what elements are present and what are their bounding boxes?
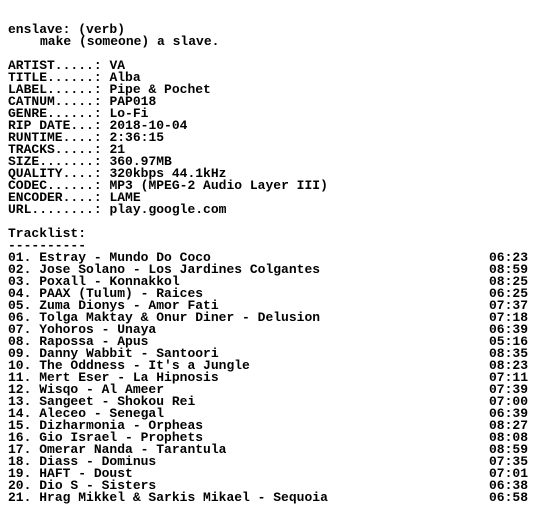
info-value: PAP018	[109, 94, 157, 109]
track-title: Gio Israel - Prophets	[39, 430, 204, 445]
track-number: 19.	[8, 466, 32, 481]
track-number: 17.	[8, 442, 32, 457]
track-number: 16.	[8, 430, 32, 445]
track-row	[8, 492, 528, 504]
info-key: QUALITY....:	[8, 166, 102, 181]
track-duration: 08:59	[488, 442, 528, 457]
track-number: 06.	[8, 310, 32, 325]
info-key: URL........:	[8, 202, 102, 217]
track-title: Tolga Maktay & Onur Diner - Delusion	[39, 310, 321, 325]
track-title: Omerar Nanda - Tarantula	[39, 442, 227, 457]
track-duration: 08:27	[488, 418, 528, 433]
info-value: MP3 (MPEG-2 Audio Layer III)	[109, 178, 328, 193]
tracklist-heading: Tracklist:	[8, 226, 87, 241]
tracklist	[8, 252, 528, 504]
definition-meaning: make (someone) a slave.	[40, 34, 220, 49]
track-number: 15.	[8, 418, 32, 433]
track-number: 13.	[8, 394, 32, 409]
track-duration: 06:23	[488, 250, 528, 265]
track-duration: 08:23	[488, 358, 528, 373]
track-number: 20.	[8, 478, 32, 493]
track-title: Mert Eser - La Hipnosis	[39, 370, 219, 385]
track-title: Poxall - Konnakkol	[39, 274, 180, 289]
track-number: 21.	[8, 490, 32, 505]
info-value: 2018-10-04	[109, 118, 188, 133]
track-title: Jose Solano - Los Jardines Colgantes	[39, 262, 321, 277]
track-number: 01.	[8, 250, 32, 265]
track-duration: 08:59	[488, 262, 528, 277]
track-title: Yohoros - Unaya	[39, 322, 157, 337]
info-key: ENCODER....:	[8, 190, 102, 205]
track-number: 14.	[8, 406, 32, 421]
info-value: VA	[109, 58, 126, 73]
track-duration: 07:39	[488, 382, 528, 397]
track-title: Dio S - Sisters	[39, 478, 157, 493]
track-title: Aleceo - Senegal	[39, 406, 165, 421]
track-number: 05.	[8, 298, 32, 313]
track-title: PAAX (Tulum) - Raices	[39, 286, 204, 301]
track-number: 11.	[8, 370, 32, 385]
track-number: 03.	[8, 274, 32, 289]
info-block	[8, 60, 528, 216]
spacer	[8, 216, 528, 228]
release-nfo-document	[8, 24, 528, 504]
info-value: 360.97MB	[109, 154, 172, 169]
track-title: Zuma Dionys - Amor Fati	[39, 298, 219, 313]
track-duration: 07:18	[488, 310, 528, 325]
track-number: 09.	[8, 346, 32, 361]
track-title: Diass - Dominus	[39, 454, 157, 469]
info-key: RIP DATE...:	[8, 118, 102, 133]
tracklist-underline: ----------	[8, 238, 87, 253]
track-duration: 06:38	[488, 478, 528, 493]
info-value: Alba	[109, 70, 141, 85]
track-title: Estray - Mundo Do Coco	[39, 250, 211, 265]
info-key: RUNTIME....:	[8, 130, 102, 145]
track-duration: 05:16	[488, 334, 528, 349]
info-value: Lo-Fi	[109, 106, 149, 121]
track-number: 10.	[8, 358, 32, 373]
track-duration: 07:11	[488, 370, 528, 385]
track-number: 02.	[8, 262, 32, 277]
track-duration: 08:25	[488, 274, 528, 289]
track-duration: 06:39	[488, 406, 528, 421]
track-title: Hrag Mikkel & Sarkis Mikael - Sequoia	[39, 490, 328, 505]
track-duration: 07:00	[488, 394, 528, 409]
info-value: 21	[109, 142, 126, 157]
info-key: GENRE......:	[8, 106, 102, 121]
track-number: 12.	[8, 382, 32, 397]
track-duration: 06:25	[488, 286, 528, 301]
track-number: 08.	[8, 334, 32, 349]
definition-word: enslave: (verb)	[8, 22, 126, 37]
info-value: play.google.com	[109, 202, 227, 217]
info-key: CATNUM.....:	[8, 94, 102, 109]
track-title: Wisqo - Al Ameer	[39, 382, 165, 397]
info-value: 320kbps 44.1kHz	[109, 166, 227, 181]
track-title: The Oddness - It's a Jungle	[39, 358, 250, 373]
info-value: Pipe & Pochet	[109, 82, 211, 97]
info-value: LAME	[109, 190, 141, 205]
track-duration: 07:01	[488, 466, 528, 481]
track-duration: 08:08	[488, 430, 528, 445]
track-title: HAFT - Doust	[39, 466, 133, 481]
track-title: Rapossa - Apus	[39, 334, 149, 349]
info-key: TITLE......:	[8, 70, 102, 85]
track-duration: 06:39	[488, 322, 528, 337]
track-number: 18.	[8, 454, 32, 469]
track-duration: 07:37	[488, 298, 528, 313]
track-number: 07.	[8, 322, 32, 337]
info-key: LABEL......:	[8, 82, 102, 97]
track-duration: 08:35	[488, 346, 528, 361]
track-title: Dizharmonia - Orpheas	[39, 418, 204, 433]
track-duration: 07:35	[488, 454, 528, 469]
info-key: ARTIST.....:	[8, 58, 102, 73]
track-title: Sangeet - Shokou Rei	[39, 394, 196, 409]
info-value: 2:36:15	[109, 130, 165, 145]
info-url	[8, 204, 528, 216]
track-duration: 06:58	[488, 490, 528, 505]
track-title: Danny Wabbit - Santoori	[39, 346, 219, 361]
track-number: 04.	[8, 286, 32, 301]
info-key: CODEC......:	[8, 178, 102, 193]
info-key: SIZE.......:	[8, 154, 102, 169]
info-key: TRACKS.....:	[8, 142, 102, 157]
